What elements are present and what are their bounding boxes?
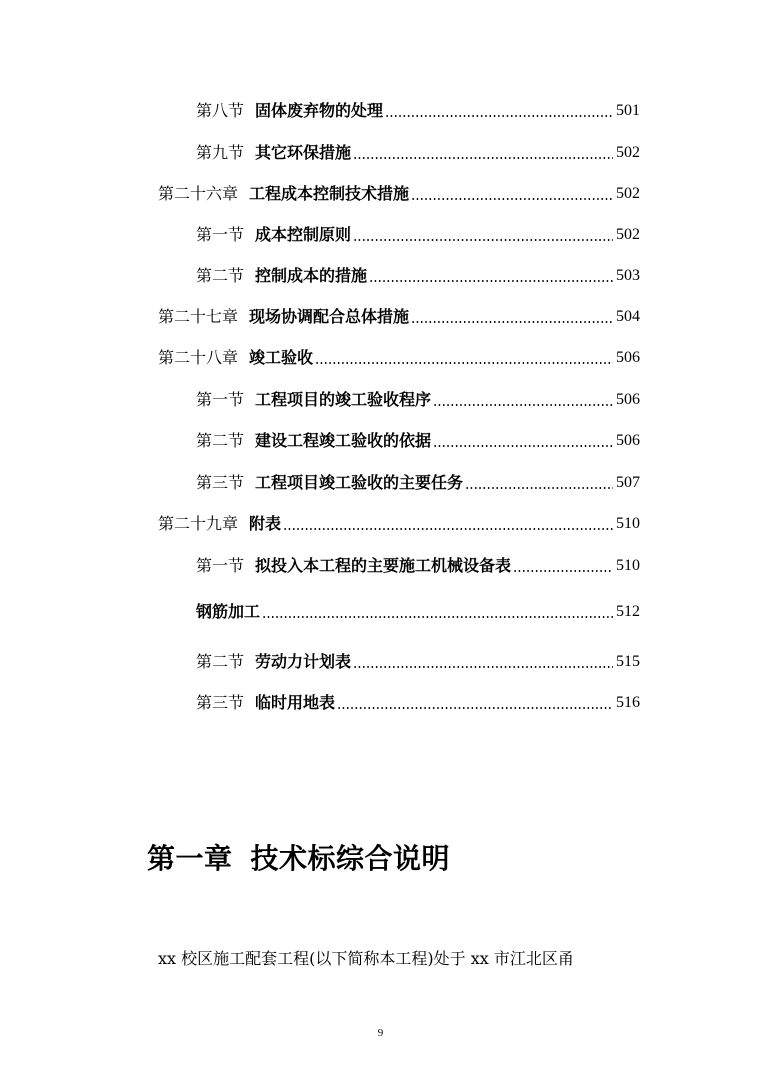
toc-entry[interactable] xyxy=(196,427,640,451)
toc-entry[interactable] xyxy=(158,303,640,327)
toc-entry-page: 506 xyxy=(616,432,640,449)
dot-leader xyxy=(369,280,613,282)
toc-entry[interactable] xyxy=(196,598,640,622)
dot-leader xyxy=(513,570,613,572)
toc-entry-number: 第二十八章 xyxy=(158,348,239,367)
toc-entry-page: 506 xyxy=(616,349,640,366)
toc-entry-number: 第二节 xyxy=(196,431,245,450)
dot-leader xyxy=(353,666,613,668)
toc-entry-page: 510 xyxy=(616,557,640,574)
page-number: 9 xyxy=(377,1027,384,1039)
chapter-number: 第一章 xyxy=(147,841,233,875)
toc-entry[interactable] xyxy=(196,97,640,121)
toc-entry[interactable] xyxy=(196,689,640,713)
toc-entry-title: 其它环保措施 xyxy=(255,143,352,162)
toc-entry-number: 第一节 xyxy=(196,556,245,575)
toc-entry-page: 510 xyxy=(616,515,640,532)
toc-entry-page: 502 xyxy=(616,226,640,243)
toc-entry-number: 第二十九章 xyxy=(158,514,239,533)
toc-entry-number: 第三节 xyxy=(196,473,245,492)
toc-entry-page: 502 xyxy=(616,144,640,161)
toc-entry-page: 507 xyxy=(616,474,640,491)
dot-leader xyxy=(385,115,613,117)
toc-entry-title: 工程成本控制技术措施 xyxy=(249,184,410,203)
dot-leader xyxy=(262,616,613,618)
toc-entry-title: 工程项目竣工验收的主要任务 xyxy=(255,473,464,492)
dot-leader xyxy=(315,362,613,364)
toc-entry-number: 第一节 xyxy=(196,225,245,244)
body-paragraph: xx 校区施工配套工程(以下简称本工程)处于 xx 市江北区甬 xyxy=(158,949,574,968)
toc-entry-title: 现场协调配合总体措施 xyxy=(249,307,410,326)
toc-entry-page: 501 xyxy=(616,102,640,119)
toc-entry-title: 建设工程竣工验收的依据 xyxy=(255,431,432,450)
dot-leader xyxy=(411,321,613,323)
toc-entry[interactable] xyxy=(158,510,640,534)
dot-leader xyxy=(411,198,613,200)
dot-leader xyxy=(353,157,613,159)
toc-entry-number: 第二十六章 xyxy=(158,184,239,203)
dot-leader xyxy=(433,445,613,447)
dot-leader xyxy=(465,487,613,489)
toc-entry-page: 512 xyxy=(616,603,640,620)
toc-entry[interactable] xyxy=(196,386,640,410)
toc-entry[interactable] xyxy=(196,552,640,576)
toc-entry-title: 拟投入本工程的主要施工机械设备表 xyxy=(255,556,512,575)
toc-entry-number: 第八节 xyxy=(196,101,245,120)
toc-entry-page: 502 xyxy=(616,185,640,202)
toc-entry-page: 516 xyxy=(616,694,640,711)
toc-entry-number: 第三节 xyxy=(196,693,245,712)
chapter-heading xyxy=(147,837,450,877)
toc-entry-page: 504 xyxy=(616,308,640,325)
toc-entry[interactable] xyxy=(196,221,640,245)
toc-entry-number: 第二节 xyxy=(196,266,245,285)
toc-entry-number: 第九节 xyxy=(196,143,245,162)
toc-entry-page: 515 xyxy=(616,653,640,670)
dot-leader xyxy=(283,528,613,530)
toc-entry-number: 第二十七章 xyxy=(158,307,239,326)
toc-entry-title: 成本控制原则 xyxy=(255,225,352,244)
toc-entry-page: 503 xyxy=(616,267,640,284)
dot-leader xyxy=(353,239,613,241)
toc-entry-number: 第二节 xyxy=(196,652,245,671)
toc-entry-title: 钢筋加工 xyxy=(196,602,261,621)
toc-entry-number: 第一节 xyxy=(196,390,245,409)
toc-entry-title: 附表 xyxy=(249,514,282,533)
toc-entry[interactable] xyxy=(158,180,640,204)
dot-leader xyxy=(433,404,613,406)
toc-entry[interactable] xyxy=(196,469,640,493)
toc-entry-title: 劳动力计划表 xyxy=(255,652,352,671)
toc-entry[interactable] xyxy=(196,648,640,672)
toc-entry[interactable] xyxy=(158,344,640,368)
toc-entry[interactable] xyxy=(196,139,640,163)
dot-leader xyxy=(337,707,613,709)
toc-entry-title: 工程项目的竣工验收程序 xyxy=(255,390,432,409)
toc-entry[interactable] xyxy=(196,262,640,286)
toc-entry-page: 506 xyxy=(616,391,640,408)
toc-entry-title: 固体废弃物的处理 xyxy=(255,101,384,120)
toc-entry-title: 竣工验收 xyxy=(249,348,314,367)
chapter-title: 技术标综合说明 xyxy=(250,841,451,875)
toc-entry-title: 临时用地表 xyxy=(255,693,336,712)
toc-entry-title: 控制成本的措施 xyxy=(255,266,368,285)
